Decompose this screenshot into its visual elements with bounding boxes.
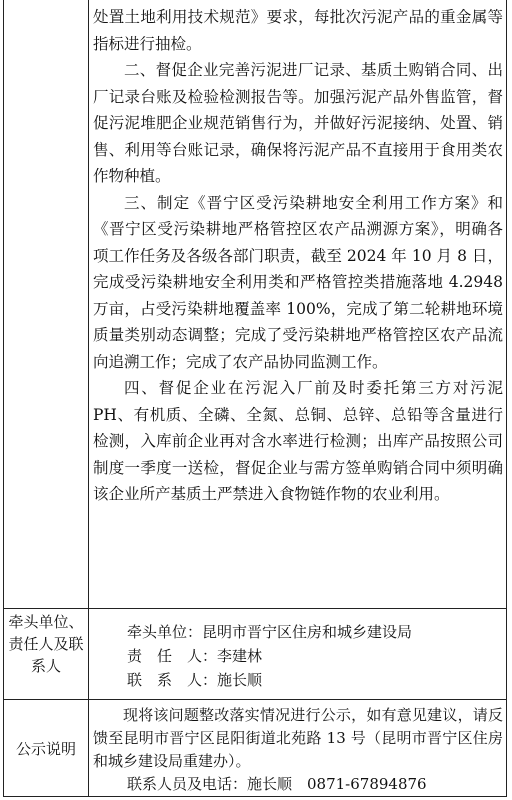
row-divider — [4, 608, 506, 609]
document-table — [3, 0, 507, 797]
notice-contact: 联系人员及电话：施长顺 0871-67894876 — [127, 775, 427, 793]
notice-info — [93, 704, 503, 796]
paragraph: 二、督促企业完善污泥进厂记录、基质土购销合同、出厂记录台账及检验检测报告等。加强污泥产品外售监管，督促污泥堆肥企业规范销售行为，并做好污泥接纳、处置、销售、利用等台账记录，确保将污泥产品不直接用于食用类农作物种植。 — [93, 61, 503, 185]
row-divider — [4, 699, 506, 700]
contact-person: 联 系 人：施长顺 — [127, 671, 263, 689]
measures-content — [93, 4, 503, 508]
paragraph: 四、督促企业在污泥入厂前及时委托第三方对污泥 PH、有机质、全磷、全氮、总铜、总锌、总铅等含量进行检测，入库前企业再对含水率进行检测；出库产品按照公司制度一季度一送检，督促企业与需方签单购销合同中须明确该企业所产基质土严禁进入食物链作物的农业利用。 — [93, 379, 503, 503]
lead-unit-label: 牵头单位、责任人及联系人 — [8, 613, 84, 675]
column-divider — [88, 0, 89, 796]
lead-unit-info — [93, 620, 503, 692]
paragraph: 处置土地利用技术规范》要求，每批次污泥产品的重金属等指标进行抽检。 — [93, 8, 503, 53]
notice-text: 现将该问题整改落实情况进行公示，如有意见建议，请反馈至昆明市晋宁区昆阳街道北苑路 13 号（昆明市晋宁区住房和城乡建设局重建办）。 — [93, 706, 503, 770]
lead-unit: 牵头单位：昆明市晋宁区住房和城乡建设局 — [127, 623, 413, 641]
paragraph: 三、制定《晋宁区受污染耕地安全利用工作方案》和《晋宁区受污染耕地严格管控区农产品溯源方案》，明确各项工作任务及各级各部门职责，截至 2024 年 10 月 8 日，完成受污染耕地安全利用类和严格管控类措施落地 4.2948 万亩，占受污染耕地覆盖率 100%，完成了第二轮耕地环境质量类别动态调整；完成了受污染耕地严格管控区农产品流向追溯工作；完成了农产品协同监测工作。 — [93, 193, 503, 371]
responsible-person: 责 任 人：李建林 — [127, 647, 263, 665]
notice-label: 公示说明 — [15, 740, 76, 758]
